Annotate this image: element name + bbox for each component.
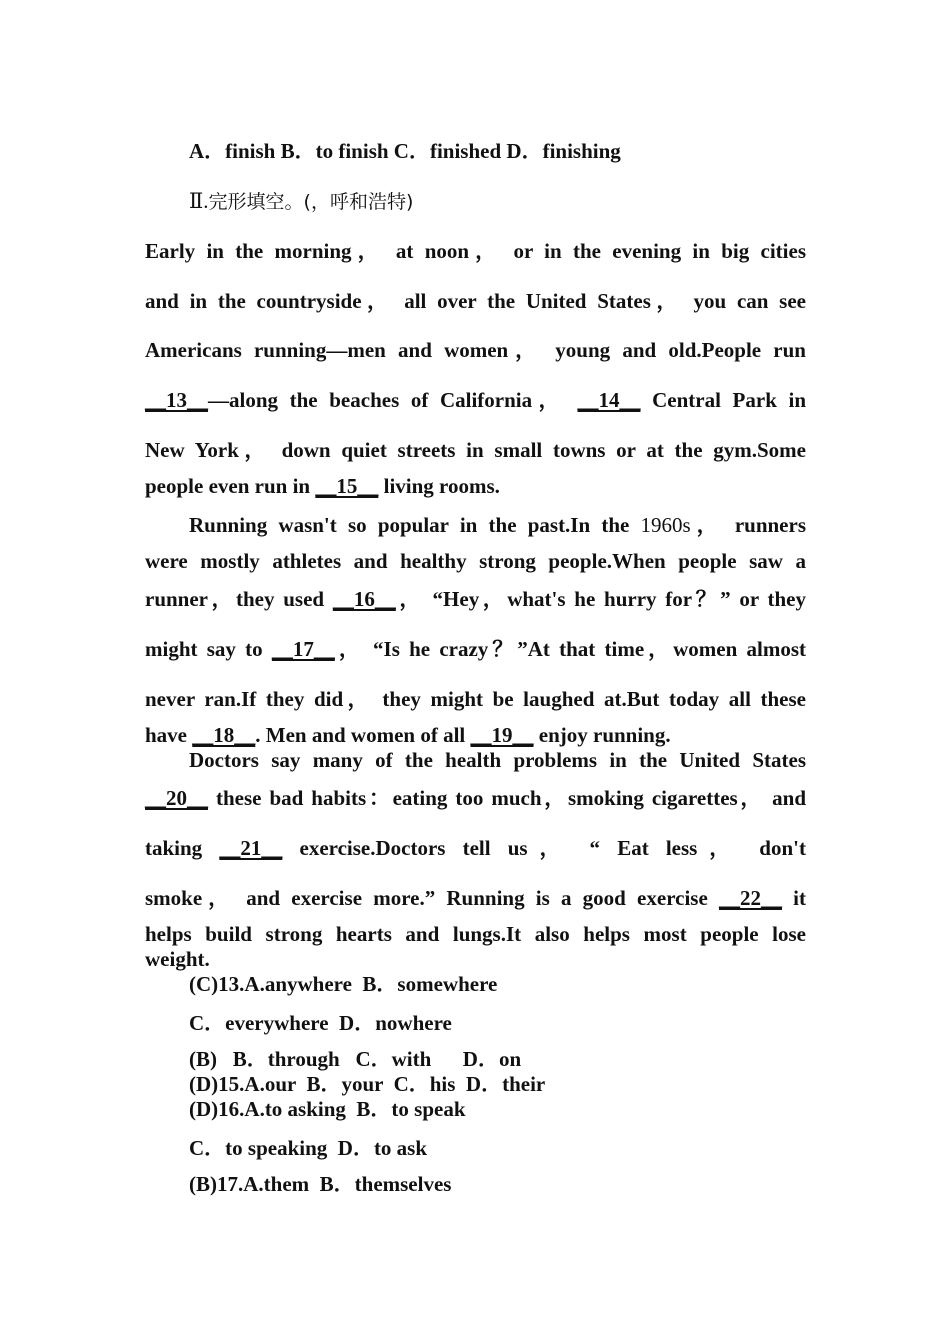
blank-17[interactable]: __17__: [271, 637, 335, 661]
text: exercise.Doctors tell us， “ Eat less， don't: [282, 836, 806, 860]
text: taking: [145, 836, 220, 860]
blank-13[interactable]: __13__: [145, 388, 208, 412]
text: might say to: [145, 637, 272, 661]
passage-p1-line2: and in the countryside， all over the United States， you can see: [145, 289, 806, 313]
text: enjoy running.: [533, 723, 671, 747]
answer-15: (D)15.A.our B．your C．his D．their: [189, 1072, 546, 1096]
text: . Men and women of all: [255, 723, 471, 747]
passage-p3-line5: helps build strong hearts and lungs.It also helps most people lose: [145, 922, 806, 946]
year-1960s: 1960s: [640, 513, 691, 537]
text: living rooms.: [378, 474, 500, 498]
blank-22[interactable]: __22__: [718, 886, 782, 910]
blank-15[interactable]: __15__: [315, 474, 379, 498]
passage-p1-line5: New York， down quiet streets in small towns or at the gym.Some: [145, 438, 806, 462]
passage-p1-line1: Early in the morning， at noon， or in the evening in big cities: [145, 239, 806, 263]
q12-options: A．finish B．to finish C．finished D．finishing: [189, 139, 621, 163]
passage-p2-line2: were mostly athletes and healthy strong people.When people saw a: [145, 549, 806, 573]
answer-14: (B) B．through C．with D．on: [189, 1047, 522, 1071]
passage-p3-line4: [145, 886, 806, 910]
blank-20[interactable]: __20__: [145, 786, 208, 810]
section-numeral: Ⅱ.: [189, 189, 209, 213]
text: ， “Is he crazy？”At that time，women almost: [334, 637, 806, 661]
text: these bad habits：eating too much，smoking cigarettes， and: [208, 786, 806, 810]
passage-p3-line6: weight.: [145, 947, 210, 971]
text: smoke， and exercise more.” Running is a good exercise: [145, 886, 719, 910]
passage-p2-line6: [145, 723, 671, 747]
answer-13-line1: (C)13.A.anywhere B．somewhere: [189, 972, 498, 996]
text: Central Park in: [640, 388, 807, 412]
answer-17: (B)17.A.them B．themselves: [189, 1172, 452, 1196]
blank-16[interactable]: __16__: [332, 587, 396, 611]
blank-21[interactable]: __21__: [219, 836, 283, 860]
answer-16-line1: (D)16.A.to asking B．to speak: [189, 1097, 466, 1121]
answer-13-line2: C．everywhere D．nowhere: [189, 1011, 452, 1035]
passage-p2-line3: [145, 587, 806, 611]
section-title: 完形填空。: [208, 191, 304, 213]
section-heading: [189, 189, 413, 214]
section-source: (，呼和浩特): [303, 191, 414, 213]
answer-16-line2: C．to speaking D．to ask: [189, 1136, 428, 1160]
text: people even run in: [145, 474, 316, 498]
passage-p2-line1: [189, 513, 806, 537]
passage-p1-line4: [145, 388, 806, 412]
passage-p3-line2: [145, 786, 806, 810]
text: have: [145, 723, 193, 747]
passage-p3-line1: Doctors say many of the health problems in the United States: [189, 748, 806, 772]
text: ， “Hey，what's he hurry for？” or they: [395, 587, 806, 611]
passage-p3-line3: [145, 836, 806, 860]
passage-p2-line4: [145, 637, 806, 661]
text: —along the beaches of California，: [208, 388, 578, 412]
blank-19[interactable]: __19__: [470, 723, 534, 747]
blank-18[interactable]: __18__: [192, 723, 256, 747]
passage-p1-line6: [145, 474, 500, 498]
text: runner，they used: [145, 587, 333, 611]
text: Running wasn't so popular in the past.In the: [189, 513, 641, 537]
passage-p2-line5: never ran.If they did， they might be laughed at.But today all these: [145, 687, 806, 711]
text: it: [781, 886, 807, 910]
blank-14[interactable]: __14__: [577, 388, 641, 412]
passage-p1-line3: Americans running—men and women， young and old.People run: [145, 338, 806, 362]
text: ， runners: [690, 513, 806, 537]
